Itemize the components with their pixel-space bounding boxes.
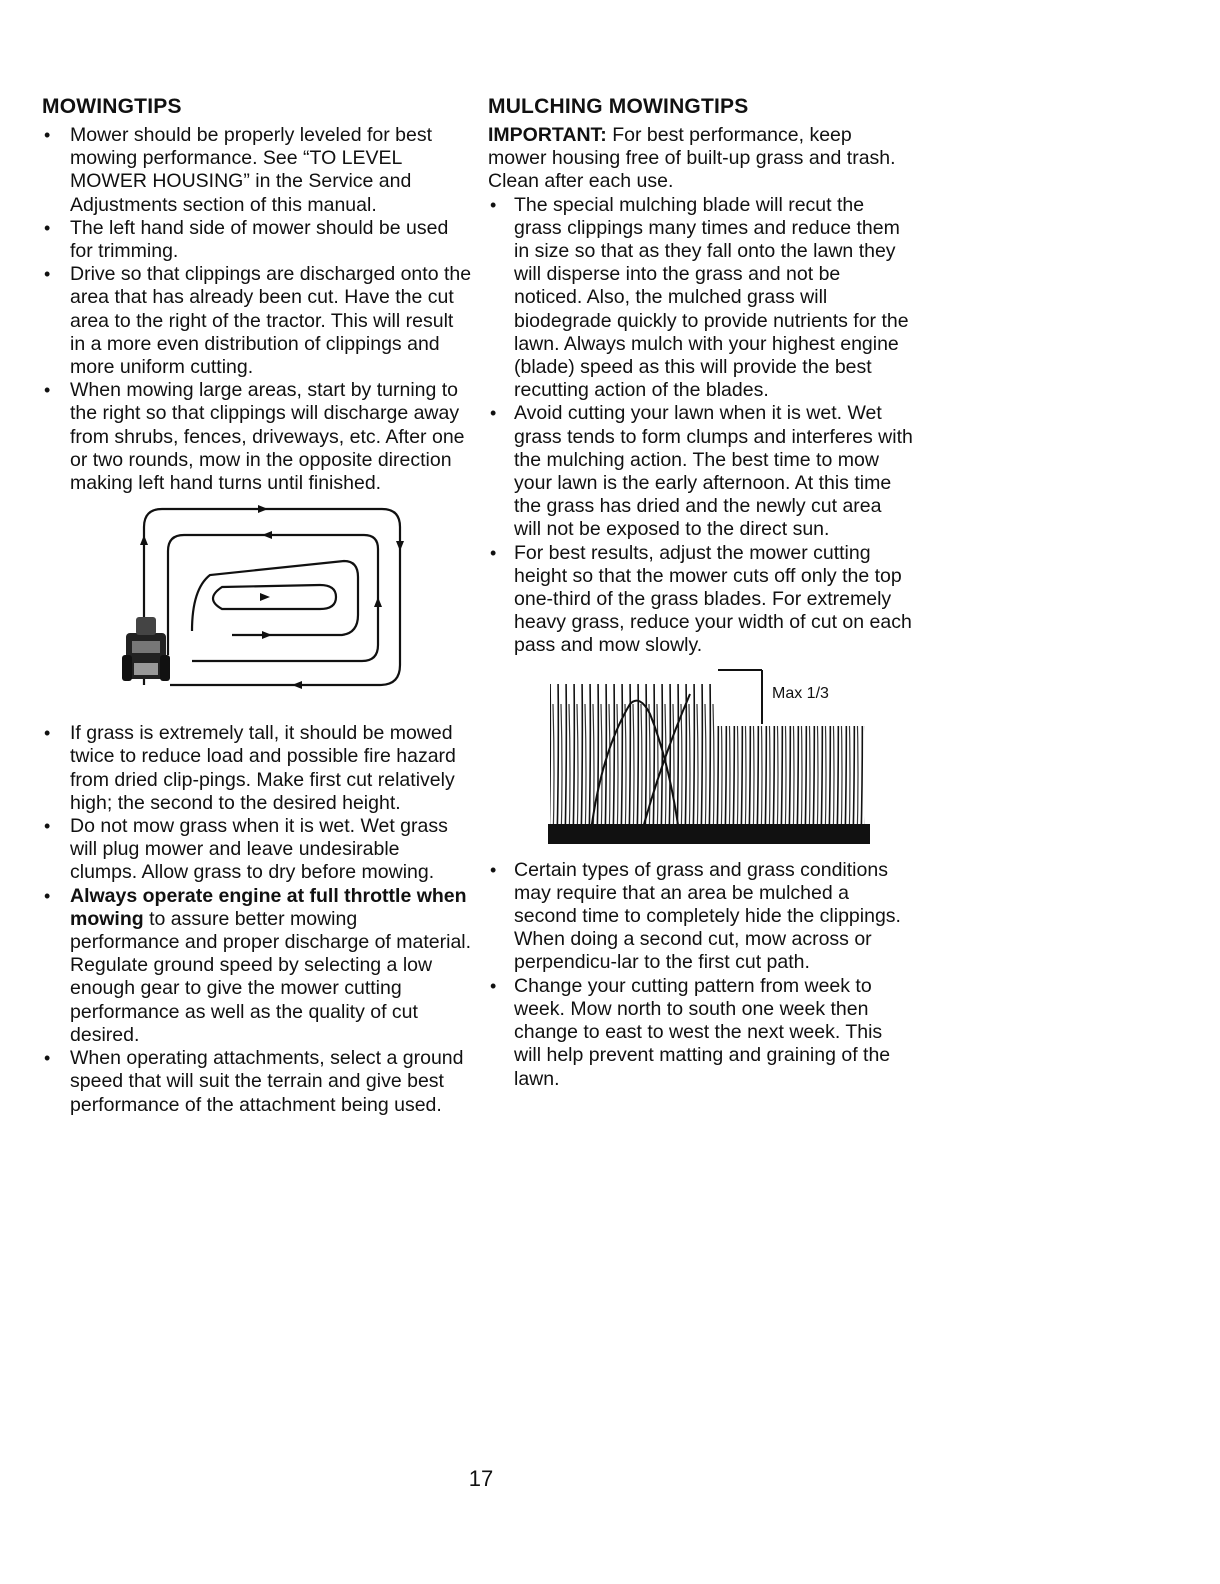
throttle-text: to assure better mowing performance and proper discharge of material. Regulate ground speed by selecting a low enough gear to give the mower cutting performance as well as the quality of cut desired. [70,907,472,1046]
list-item: • When mowing large areas, start by turning to the right so that clippings will discharge away from shrubs, fences, driveways, etc. After one or two rounds, mow in the opposite direction making left hand turns until finished. [42,379,472,495]
max-third-label: Max 1/3 [772,684,829,702]
list-item: • If grass is extremely tall, it should be mowed twice to reduce load and possible fire hazard from dried clip-pings. Make first cut relatively high; the second to the desired height. [42,722,472,815]
list-item: • When operating attachments, select a ground speed that will suit the terrain and give best performance of the attachment being used. [42,1047,472,1117]
throttle-bold-text: Always operate engine at full throttle when mowing [70,884,467,930]
mowing-tips-column [42,94,472,1117]
list-item: • For best results, adjust the mower cutting height so that the mower cuts off only the top one-third of the grass blades. For extremely heavy grass, reduce your width of cut on each pass and mow slowly. [488,542,913,658]
list-item: • Change your cutting pattern from week to week. Mow north to south one week then change to east to west the next week. This will help prevent matting and graining of the lawn. [488,975,913,1091]
important-text: For best performance, keep mower housing free of built-up grass and trash. Clean after each use. [488,124,896,193]
list-item: • Mower should be properly leveled for best mowing performance. See “TO LEVEL MOWER HOUSING” in the Service and Adjustments section of this manual. [42,124,472,217]
tractor-icon [122,617,170,681]
list-item: • Drive so that clippings are discharged onto the area that has already been cut. Have the cut area to the right of the tractor. This will result in a more even distribution of clippings and more uniform cutting. [42,263,472,379]
list-item: • Avoid cutting your lawn when it is wet. Wet grass tends to form clumps and interferes with the mulching action. The best time to mow your lawn is the early afternoon. At this time the grass has dried and the newly cut area will not be exposed to the direct sun. [488,402,913,541]
mulching-tips-list-bottom [488,859,913,1091]
mowing-tips-list-top [42,124,472,495]
mowing-tips-list-bottom [42,722,472,1116]
mulching-tips-heading: MULCHING MOWINGTIPS [488,95,749,118]
mulching-tips-list-top [488,194,913,658]
list-item: • The special mulching blade will recut the grass clippings many times and reduce them in size so that as they fall onto the lawn they will disperse into the grass and not be noticed. Also, the mulched grass will biodegrade quickly to provide nutrients for the lawn. Always mulch with your highest engine (blade) speed as this will provide the best recutting action of the blades. [488,194,913,403]
important-note [488,124,913,194]
list-item: • Certain types of grass and grass conditions may require that an area be mulched a second time to completely hide the clippings. When doing a second cut, mow across or perpendicu-lar to the first cut path. [488,859,913,975]
list-item: • Do not mow grass when it is wet. Wet grass will plug mower and leave undesirable clumps. Allow grass to dry before mowing. [42,815,472,885]
mowing-tips-heading: MOWINGTIPS [42,95,182,118]
page-number: 17 [468,1466,494,1491]
max-height-marker [718,670,762,724]
mulching-tips-column [488,94,913,1091]
list-item [42,885,472,1047]
mowing-pattern-diagram [82,505,412,705]
grass-cut-height-illustration [540,664,870,844]
list-item: • The left hand side of mower should be used for trimming. [42,217,472,263]
important-label: IMPORTANT: [488,124,607,146]
